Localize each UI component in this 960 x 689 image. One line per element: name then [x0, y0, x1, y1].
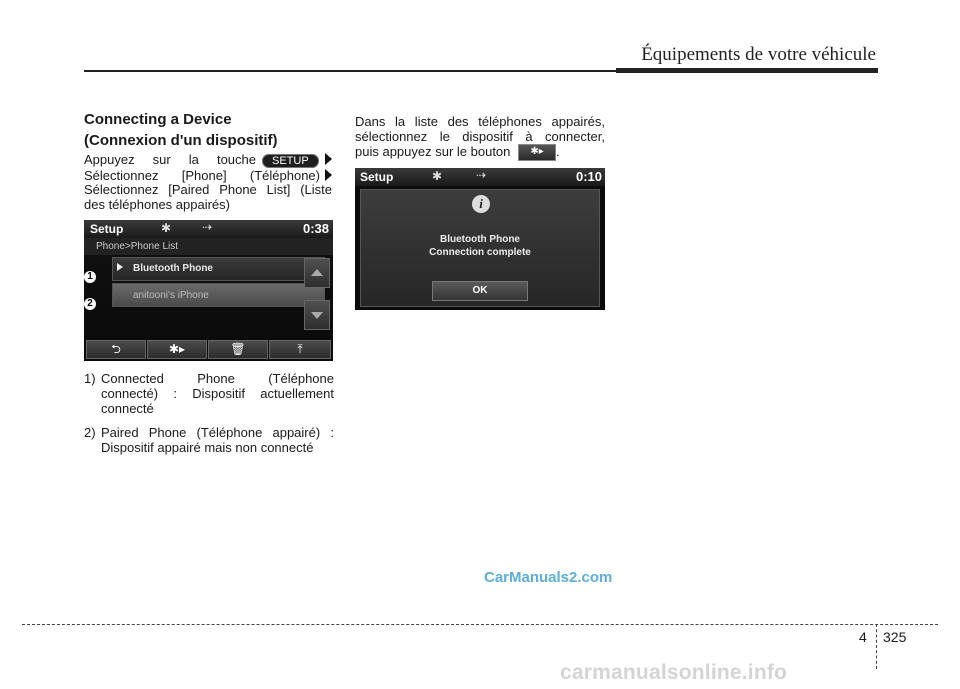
- right-line3-end: .: [556, 144, 560, 159]
- note-line: connecté: [101, 401, 154, 416]
- step-2-text: Sélectionnez [Phone] (Téléphone): [84, 168, 320, 183]
- section-heading-line1: Connecting a Device: [84, 111, 232, 128]
- trash-icon: 🗑: [230, 342, 246, 356]
- section-heading-line2: (Connexion d'un dispositif): [84, 132, 278, 149]
- note-1: [84, 371, 334, 416]
- play-icon: [117, 263, 123, 271]
- screen-title: Setup: [90, 222, 124, 236]
- arrow-right-icon: [325, 169, 332, 181]
- footer-divider: [876, 624, 877, 669]
- page-header-title: Équipements de votre véhicule: [641, 44, 876, 65]
- breadcrumb: Phone>Phone List: [96, 241, 179, 252]
- footer-rule: [22, 624, 938, 625]
- watermark-carmanuals2: CarManuals2.com: [484, 569, 613, 586]
- arrow-down-icon: [311, 312, 323, 319]
- note-line: Paired Phone (Téléphone appairé) :: [101, 425, 334, 440]
- list-item-label: anitooni's iPhone: [133, 290, 209, 301]
- back-button[interactable]: [86, 340, 146, 359]
- page-number: 325: [883, 629, 907, 645]
- callout-badge-2: 2: [84, 298, 96, 310]
- note-line: connecté) : Dispositif actuellement: [101, 386, 334, 401]
- list-item-paired[interactable]: [112, 283, 325, 307]
- chapter-number: 4: [859, 629, 867, 645]
- scroll-down-button[interactable]: [304, 300, 330, 330]
- step-3-line1: Sélectionnez [Paired Phone List] (Liste: [84, 182, 332, 197]
- step-3-line2: des téléphones appairés): [84, 197, 230, 212]
- right-line1: Dans la liste des téléphones appairés,: [355, 114, 605, 129]
- screen-title: Setup: [360, 170, 394, 184]
- delete-button[interactable]: [208, 340, 268, 359]
- bluetooth-connect-button[interactable]: [147, 340, 207, 359]
- move-top-button[interactable]: [269, 340, 331, 359]
- note-line: Connected Phone (Téléphone: [101, 371, 334, 386]
- usb-icon: ⇢: [202, 220, 213, 234]
- step-2: [84, 168, 332, 183]
- note-line: Dispositif appairé mais non connecté: [101, 440, 314, 455]
- header-rule: [84, 70, 616, 72]
- note-number: 1): [84, 371, 96, 386]
- info-icon: i: [472, 195, 490, 213]
- list-item-label: Bluetooth Phone: [133, 263, 213, 274]
- step-1: [84, 152, 332, 168]
- note-2: [84, 425, 334, 455]
- phone-list-screen: [84, 220, 333, 361]
- screen-clock: 0:38: [302, 221, 329, 236]
- right-paragraph: [355, 114, 605, 161]
- callout-badge-1: 1: [84, 271, 96, 283]
- connection-complete-screen: [355, 168, 605, 310]
- popup-dialog: [360, 189, 600, 307]
- popup-message-1: Bluetooth Phone: [440, 234, 520, 245]
- bluetooth-icon: ✱: [161, 221, 172, 235]
- move-top-icon: ⤒: [297, 342, 303, 356]
- bluetooth-icon: ✱: [432, 169, 443, 183]
- arrow-right-icon: [325, 153, 332, 165]
- back-icon: ⮌: [111, 342, 121, 356]
- right-line2: sélectionnez le dispositif à connecter,: [355, 129, 605, 144]
- ok-button[interactable]: OK: [432, 281, 528, 301]
- section-heading: [84, 109, 278, 151]
- arrow-up-icon: [311, 269, 323, 276]
- list-item-connected[interactable]: [112, 257, 325, 281]
- note-number: 2): [84, 425, 96, 440]
- watermark-carmanualsonline: carmanualsonline.info: [560, 661, 788, 684]
- bluetooth-connect-key: ✱▸: [518, 144, 556, 161]
- right-line3: puis appuyez sur le bouton: [355, 144, 511, 159]
- screen-clock: 0:10: [575, 169, 602, 184]
- usb-icon: ⇢: [476, 168, 487, 182]
- bluetooth-play-icon: ✱▸: [168, 342, 186, 356]
- setup-key: SETUP: [262, 154, 319, 168]
- step-1-text: Appuyez sur la touche: [84, 152, 256, 167]
- scroll-up-button[interactable]: [304, 258, 330, 288]
- popup-message-2: Connection complete: [429, 247, 531, 258]
- header-rule-thick: [616, 68, 878, 73]
- step-3: [84, 182, 332, 212]
